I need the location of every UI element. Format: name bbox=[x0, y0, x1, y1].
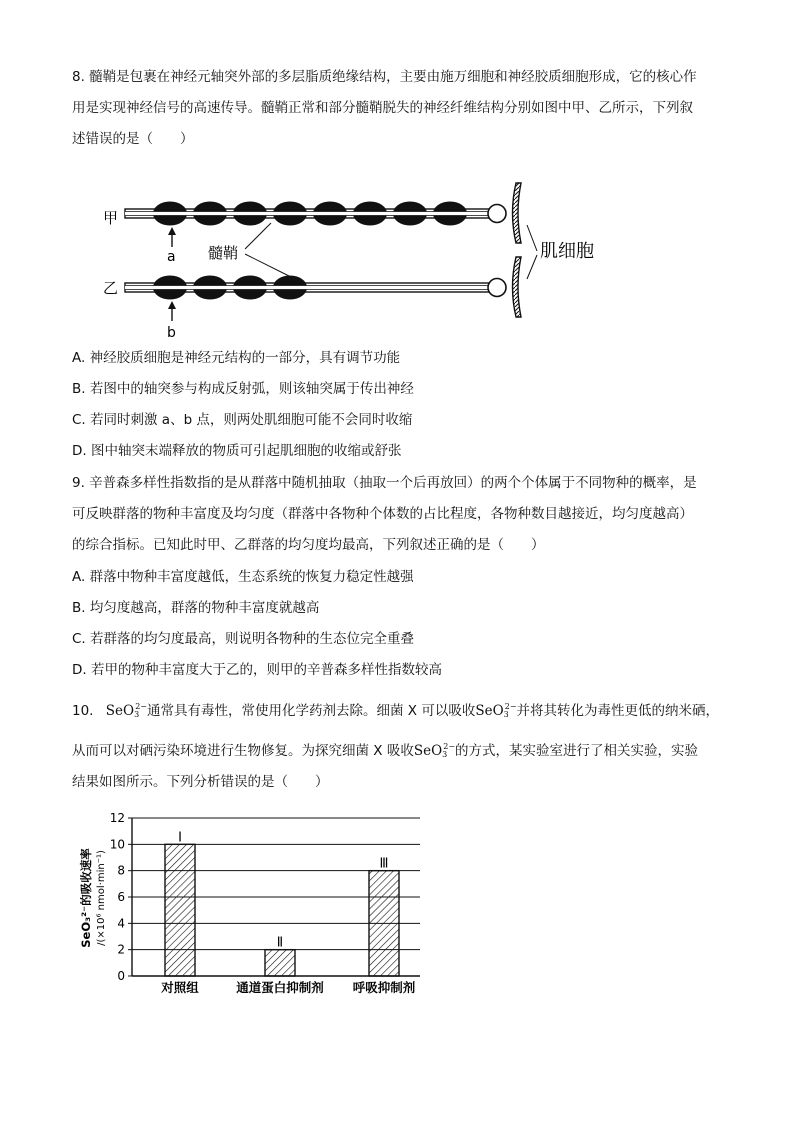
q8-stem-line-1: 8. 髓鞘是包裹在神经元轴突外部的多层脂质绝缘结构，主要由施万细胞和神经胶质细胞形成，它的核心作 bbox=[72, 69, 697, 85]
y-tick-label: 0 bbox=[117, 969, 125, 983]
bar bbox=[369, 871, 399, 976]
q9-stem-line-1: 9. 辛普森多样性指数指的是从群落中随机抽取（抽取一个后再放回）的两个个体属于不同物种的概率，是 bbox=[72, 475, 697, 491]
q10-text-1b: 并将其转化为毒性更低的纳米硒， bbox=[516, 703, 720, 719]
bar-label: Ⅲ bbox=[379, 856, 389, 872]
label-muscle: 肌细胞 bbox=[540, 241, 594, 262]
q10-text-2b: 的方式，某实验室进行了相关实验，实验 bbox=[455, 743, 699, 759]
q10-stem-line-3: 结果如图所示。下列分析错误的是（ ） bbox=[72, 774, 329, 790]
q9-option-a: A. 群落中物种丰富度越低，生态系统的恢复力稳定性越强 bbox=[72, 569, 414, 585]
q8-option-c: C. 若同时刺激 a、b 点，则两处肌细胞可能不会同时收缩 bbox=[72, 412, 413, 428]
muscle-cell-yi bbox=[513, 257, 522, 317]
label-a: a bbox=[167, 249, 176, 265]
y-tick-label: 12 bbox=[109, 811, 125, 825]
q8-option-b: B. 若图中的轴突参与构成反射弧，则该轴突属于传出神经 bbox=[72, 381, 414, 397]
chart-y-label-line-2: /(×10⁶ nmol·min⁻¹) bbox=[96, 850, 107, 946]
x-category-label: 呼吸抑制剂 bbox=[352, 980, 416, 995]
label-b: b bbox=[167, 325, 176, 341]
q10-stem-line-2 bbox=[72, 737, 698, 765]
q10-number: 10. bbox=[72, 703, 94, 719]
q10-stem-line-1 bbox=[72, 697, 719, 725]
selenite-formula: SeO$_3^{2-}$ bbox=[413, 742, 456, 759]
chart-bars bbox=[165, 830, 399, 976]
q9-stem-line-3: 的综合指标。已知此时甲、乙群落的均匀度均最高，下列叙述正确的是（ ） bbox=[72, 537, 545, 553]
q9-option-d: D. 若甲的物种丰富度大于乙的，则甲的辛普森多样性指数较高 bbox=[72, 662, 442, 678]
label-myelin: 髓鞘 bbox=[208, 244, 239, 262]
muscle-cell-jia bbox=[513, 183, 522, 243]
y-tick-label: 4 bbox=[117, 916, 125, 931]
q9-option-c: C. 若群落的均匀度最高，则说明各物种的生态位完全重叠 bbox=[72, 631, 415, 647]
chart-y-ticks bbox=[110, 811, 132, 983]
bar-label: Ⅰ bbox=[178, 830, 182, 846]
y-tick-label: 6 bbox=[117, 890, 125, 904]
x-category-label: 通道蛋白抑制剂 bbox=[236, 980, 324, 995]
label-jia: 甲 bbox=[103, 209, 119, 227]
q8-stem-line-3: 述错误的是（ ） bbox=[72, 131, 194, 147]
q10-text-1a: 通常具有毒性，常使用化学药剂去除。细菌 X 可以吸收 bbox=[146, 703, 476, 719]
bar bbox=[165, 844, 195, 976]
y-tick-label: 8 bbox=[117, 863, 125, 878]
y-tick-label: 10 bbox=[109, 837, 125, 852]
label-yi: 乙 bbox=[103, 279, 119, 297]
q10-text-2a: 从而可以对硒污染环境进行生物修复。为探究细菌 X 吸收 bbox=[72, 743, 414, 759]
chart-x-labels bbox=[160, 980, 416, 995]
bar-label: Ⅱ bbox=[276, 935, 284, 951]
q9-option-b: B. 均匀度越高，群落的物种丰富度就越高 bbox=[72, 600, 320, 616]
x-category-label: 对照组 bbox=[161, 980, 199, 995]
q8-stem-line-2: 用是实现神经信号的高速传导。髓鞘正常和部分髓鞘脱失的神经纤维结构分别如图中甲、乙所示，下列叙 bbox=[72, 100, 693, 116]
selenite-uptake-bar-chart bbox=[70, 805, 430, 1000]
q9-stem-line-2: 可反映群落的物种丰富度及均匀度（群落中各物种个体数的占比程度，各物种数目越接近，均匀度越高） bbox=[72, 506, 693, 522]
axon-yi bbox=[125, 276, 506, 300]
y-tick-label: 2 bbox=[117, 942, 125, 957]
q8-option-a: A. 神经胶质细胞是神经元结构的一部分，具有调节功能 bbox=[72, 350, 401, 366]
q8-option-d: D. 图中轴突末端释放的物质可引起肌细胞的收缩或舒张 bbox=[72, 443, 402, 459]
selenite-formula: SeO$_3^{2-}$ bbox=[475, 702, 517, 719]
nerve-fiber-figure bbox=[95, 175, 615, 345]
axon-jia bbox=[125, 202, 506, 226]
chart-y-label-line-1: SeO₃²⁻的吸收速率 bbox=[79, 848, 93, 948]
selenite-formula: SeO$_3^{2-}$ bbox=[105, 702, 147, 719]
bar bbox=[265, 950, 295, 976]
